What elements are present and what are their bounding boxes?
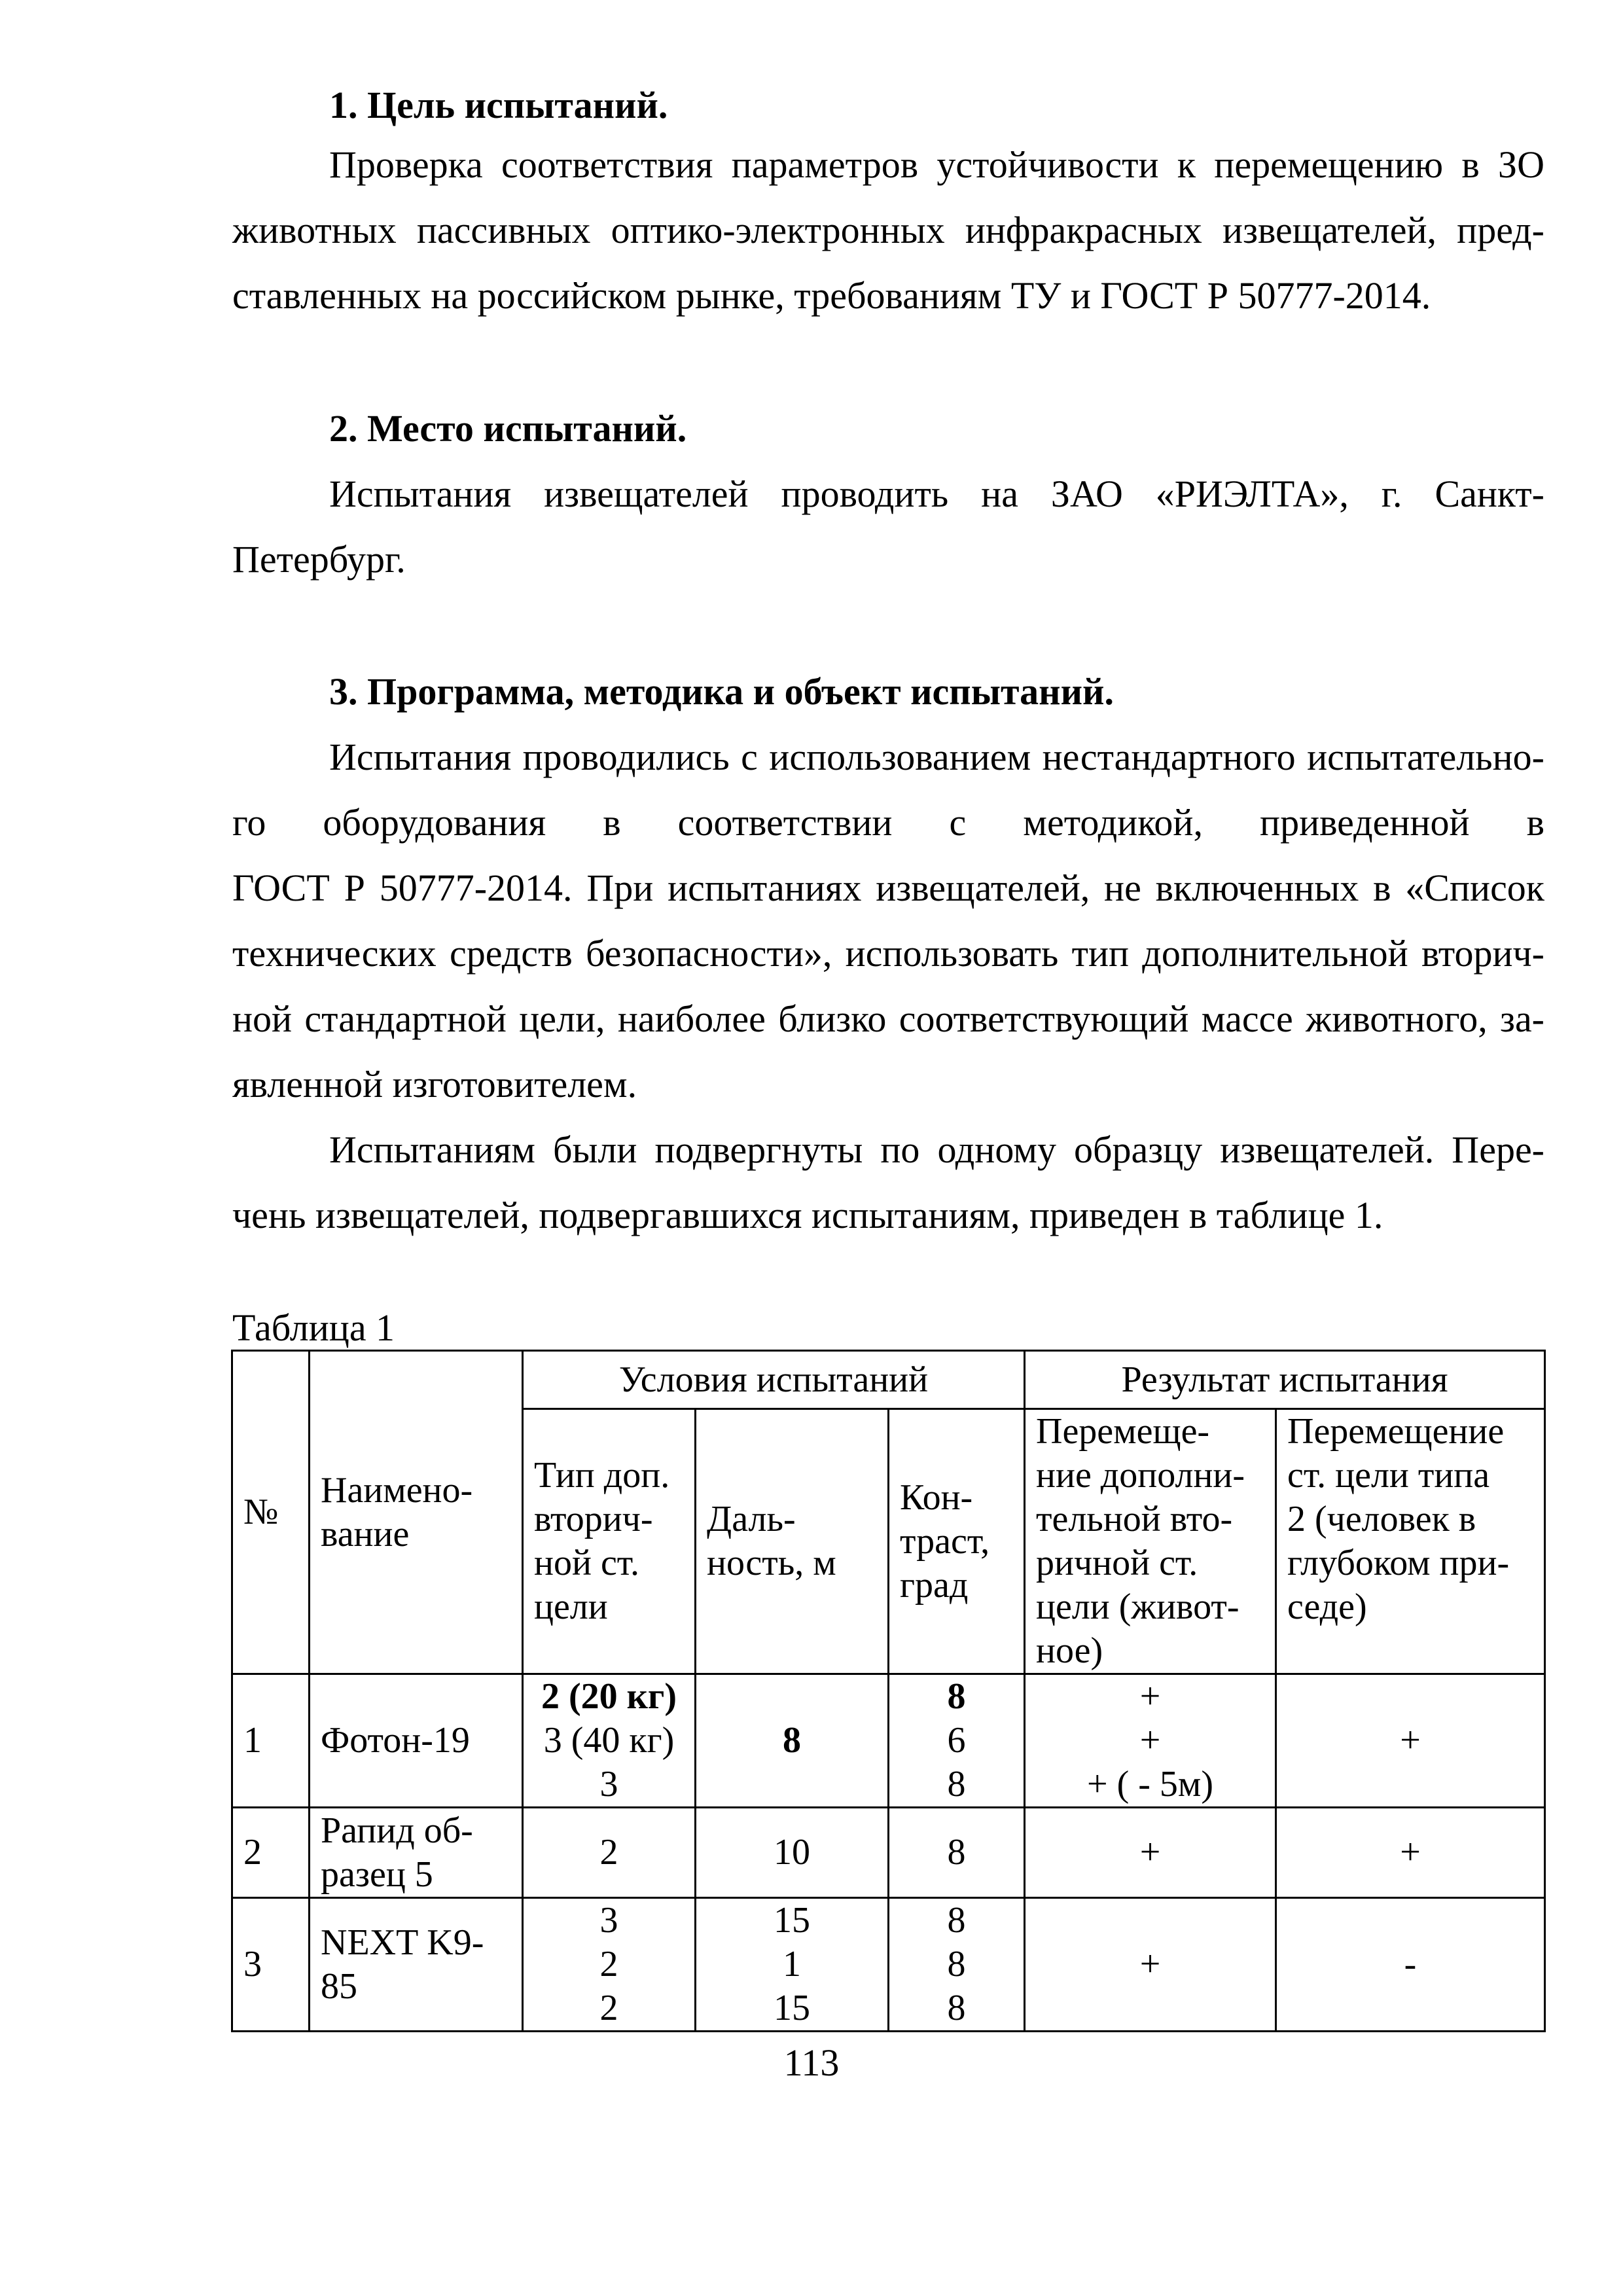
heading-program: 3. Программа, методика и объект испытаний. xyxy=(329,670,1114,713)
cell-line: Кон- xyxy=(900,1477,973,1518)
header-type xyxy=(523,1409,696,1674)
heading-place: 2. Место испытаний. xyxy=(329,407,687,450)
cell-line: 15 xyxy=(774,1900,810,1941)
cell-line: 3 (40 кг) xyxy=(543,1720,675,1761)
text-line: го оборудования в соответствии с методикой, приведенной в xyxy=(232,801,1544,844)
cell-person xyxy=(1276,1898,1545,2032)
header-move-animal xyxy=(1025,1409,1276,1674)
cell-line: цели (живот- xyxy=(1036,1587,1240,1627)
cell-distance xyxy=(696,1674,889,1808)
cell-line: седе) xyxy=(1287,1587,1367,1627)
table-row xyxy=(232,1898,1545,2032)
cell-line: тельной вто- xyxy=(1036,1499,1233,1539)
heading-goal: 1. Цель испытаний. xyxy=(329,84,668,126)
table-row xyxy=(232,1808,1545,1898)
cell-line: Перемеще- xyxy=(1036,1411,1210,1452)
cell-line: 8 xyxy=(947,1676,966,1717)
cell-line: ричной ст. xyxy=(1036,1543,1198,1583)
cell-line: 2 (20 кг) xyxy=(541,1676,677,1717)
cell-line: 1 xyxy=(783,1944,801,1984)
text-line: технических средств безопасности», использовать тип дополнительной вторич- xyxy=(232,932,1544,975)
cell-line: 8 xyxy=(947,1832,966,1873)
cell-name xyxy=(310,1808,523,1898)
cell-line: - xyxy=(1404,1944,1417,1984)
header-distance xyxy=(696,1409,889,1674)
cell-line: Тип доп. xyxy=(534,1455,670,1496)
cell-line: + xyxy=(1139,1676,1161,1717)
cell-animal xyxy=(1025,1898,1276,2032)
cell-distance xyxy=(696,1898,889,2032)
cell-line: цели xyxy=(534,1587,608,1627)
table-caption: Таблица 1 xyxy=(232,1306,395,1349)
cell-line: 2 xyxy=(599,1944,618,1984)
cell-line: Рапид об- xyxy=(321,1810,473,1851)
paragraph-program xyxy=(232,725,1544,1248)
text-line: Проверка соответствия параметров устойчивости к перемещению в ЗО xyxy=(329,143,1544,186)
cell-line: Перемещение xyxy=(1287,1411,1505,1452)
cell-name xyxy=(310,1674,523,1808)
cell-line: Фотон-19 xyxy=(321,1720,470,1761)
header-num: № xyxy=(232,1351,310,1674)
text-line: Петербург. xyxy=(232,538,406,581)
cell-line: Наимено- xyxy=(321,1469,473,1511)
cell-line: глубоком при- xyxy=(1287,1543,1510,1583)
text-line: явленной изготовителем. xyxy=(232,1063,637,1105)
cell-num: 2 xyxy=(232,1808,310,1898)
cell-num: 3 xyxy=(232,1898,310,2032)
cell-line: + xyxy=(1139,1720,1161,1761)
header-result: Результат испытания xyxy=(1025,1351,1545,1409)
header-move-person xyxy=(1276,1409,1545,1674)
cell-line: 8 xyxy=(947,1944,966,1984)
text-line: ставленных на российском рынке, требованиям ТУ и ГОСТ Р 50777-2014. xyxy=(232,274,1431,317)
cell-line: ное) xyxy=(1036,1630,1103,1671)
cell-line: 85 xyxy=(321,1965,357,2007)
cell-line: + xyxy=(1400,1832,1421,1873)
text-line: ГОСТ Р 50777-2014. При испытаниях извещателей, не включенных в «Список xyxy=(232,867,1544,909)
cell-line: траст, xyxy=(900,1520,990,1562)
table-row xyxy=(232,1674,1545,1808)
cell-contrast xyxy=(889,1898,1025,2032)
cell-contrast xyxy=(889,1674,1025,1808)
header-conditions: Условия испытаний xyxy=(523,1351,1025,1409)
cell-person xyxy=(1276,1808,1545,1898)
cell-distance xyxy=(696,1808,889,1898)
cell-type xyxy=(523,1808,696,1898)
results-table xyxy=(231,1350,1546,2032)
cell-contrast xyxy=(889,1808,1025,1898)
cell-type xyxy=(523,1898,696,2032)
cell-line: ной ст. xyxy=(534,1543,640,1583)
cell-line: + xyxy=(1139,1832,1161,1873)
text-line: Испытаниям были подвергнуты по одному образцу извещателей. Пере- xyxy=(329,1128,1544,1171)
cell-line: + xyxy=(1400,1720,1421,1761)
cell-line: 10 xyxy=(774,1832,810,1873)
cell-line: ние дополни- xyxy=(1036,1455,1245,1496)
cell-line: 3 xyxy=(599,1764,618,1804)
cell-animal xyxy=(1025,1674,1276,1808)
cell-type xyxy=(523,1674,696,1808)
cell-line: NEXT K9- xyxy=(321,1922,484,1963)
cell-animal xyxy=(1025,1808,1276,1898)
cell-line: 3 xyxy=(599,1900,618,1941)
text-line: чень извещателей, подвергавшихся испытаниям, приведен в таблице 1. xyxy=(232,1194,1383,1236)
cell-line: ст. цели типа xyxy=(1287,1455,1490,1496)
header-contrast xyxy=(889,1409,1025,1674)
cell-line: 2 (человек в xyxy=(1287,1499,1476,1539)
cell-line: 8 xyxy=(783,1720,801,1761)
cell-line: 8 xyxy=(947,1988,966,2028)
text-line: ной стандартной цели, наиболее близко соответствующий массе животного, за- xyxy=(232,997,1544,1040)
cell-line: 8 xyxy=(947,1764,966,1804)
text-line: животных пассивных оптико-электронных инфракрасных извещателей, пред- xyxy=(232,209,1544,251)
header-row xyxy=(232,1351,1545,1409)
cell-line: разец 5 xyxy=(321,1854,433,1895)
text-line: Испытания проводились с использованием нестандартного испытательно- xyxy=(329,736,1544,778)
paragraph-goal xyxy=(232,132,1544,329)
cell-num: 1 xyxy=(232,1674,310,1808)
cell-line: вторич- xyxy=(534,1499,653,1539)
cell-line: вание xyxy=(321,1513,410,1554)
text-line: Испытания извещателей проводить на ЗАО «РИЭЛТА», г. Санкт- xyxy=(329,473,1544,515)
cell-name xyxy=(310,1898,523,2032)
cell-line: 2 xyxy=(599,1988,618,2028)
cell-line: 8 xyxy=(947,1900,966,1941)
paragraph-place xyxy=(232,461,1544,592)
cell-line: 2 xyxy=(599,1832,618,1873)
cell-line: + xyxy=(1139,1944,1161,1984)
cell-line: 15 xyxy=(774,1988,810,2028)
cell-line: Даль- xyxy=(707,1499,796,1539)
cell-person xyxy=(1276,1674,1545,1808)
cell-line: + ( - 5м) xyxy=(1087,1764,1213,1804)
page-number: 113 xyxy=(783,2041,840,2084)
cell-line: 6 xyxy=(947,1720,966,1761)
cell-line: град xyxy=(900,1564,969,1605)
cell-line: ность, м xyxy=(707,1543,836,1583)
header-name xyxy=(310,1351,523,1674)
